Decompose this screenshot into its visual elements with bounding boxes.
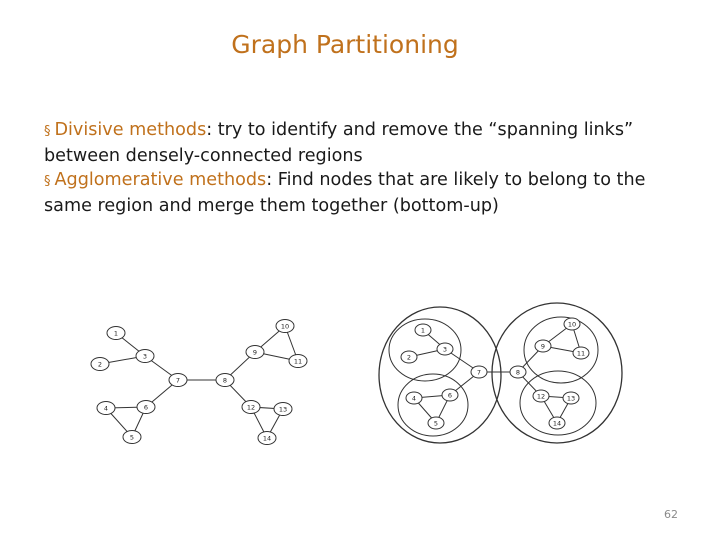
graph-node-12	[242, 401, 260, 414]
node-label: 6	[447, 391, 453, 400]
node-label: 8	[222, 376, 228, 385]
node-label: 3	[142, 352, 148, 361]
edge-group	[406, 324, 581, 423]
node-label: 6	[143, 403, 149, 412]
node-label: 12	[536, 392, 546, 401]
bullet-text: : try to identify and remove the “spanning links” between densely-connected regions	[44, 120, 634, 166]
graph-node-8	[510, 366, 526, 378]
node-label: 12	[246, 403, 256, 412]
slide-title: Graph Partitioning	[231, 30, 459, 59]
graph-node-11	[573, 347, 589, 359]
graph-node-12	[533, 390, 549, 402]
node-label: 5	[433, 419, 439, 428]
graph-node-6	[137, 401, 155, 414]
graph-node-10	[564, 318, 580, 330]
graph-node-9	[535, 340, 551, 352]
bullet-item-agglomerative	[44, 168, 684, 218]
node-label: 4	[103, 404, 109, 413]
page-number: 62	[664, 508, 678, 521]
graph-node-11	[289, 355, 307, 368]
node-label: 13	[278, 405, 288, 414]
graph-node-1	[107, 327, 125, 340]
node-label: 14	[552, 419, 562, 428]
graph-node-14	[549, 417, 565, 429]
bullet-marker: §	[44, 174, 51, 189]
partition-circles	[379, 303, 622, 443]
node-label: 10	[567, 320, 577, 329]
node-label: 9	[252, 348, 258, 357]
graph-node-8	[216, 374, 234, 387]
bullet-item-divisive	[44, 118, 684, 168]
node-label: 5	[129, 433, 135, 442]
graph-node-6	[442, 389, 458, 401]
graph-node-5	[428, 417, 444, 429]
graph-node-3	[437, 343, 453, 355]
node-label: 10	[280, 322, 290, 331]
bullet-text: : Find nodes that are likely to belong to the same region and merge them together (bottom-up)	[44, 170, 646, 216]
graph-node-7	[169, 374, 187, 387]
graph-node-9	[246, 346, 264, 359]
graph-node-10	[276, 320, 294, 333]
node-label: 14	[262, 434, 272, 443]
graph-node-4	[97, 402, 115, 415]
graph-node-7	[471, 366, 487, 378]
bullet-term: Agglomerative methods	[54, 170, 267, 190]
graph-node-13	[274, 403, 292, 416]
node-label: 7	[476, 368, 482, 377]
node-label: 2	[97, 360, 103, 369]
graph-diagram-partitioned	[378, 305, 648, 460]
node-label: 1	[113, 329, 119, 338]
node-label: 1	[420, 326, 426, 335]
graph-node-3	[136, 350, 154, 363]
edge-group	[97, 326, 298, 438]
graph-node-2	[401, 351, 417, 363]
node-label: 11	[576, 349, 586, 358]
node-label: 2	[406, 353, 412, 362]
node-label: 7	[175, 376, 181, 385]
node-label: 11	[293, 357, 303, 366]
graph-node-5	[123, 431, 141, 444]
graph-node-13	[563, 392, 579, 404]
graph-node-4	[406, 392, 422, 404]
bullet-marker: §	[44, 124, 51, 139]
graph-node-2	[91, 358, 109, 371]
node-group	[401, 318, 589, 429]
node-label: 9	[540, 342, 546, 351]
graph-node-1	[415, 324, 431, 336]
graph-node-14	[258, 432, 276, 445]
graph-diagram-plain	[80, 310, 320, 460]
bullet-term: Divisive methods	[54, 120, 207, 140]
node-label: 13	[566, 394, 576, 403]
bullet-list	[44, 118, 684, 218]
node-label: 3	[442, 345, 448, 354]
node-label: 8	[515, 368, 521, 377]
node-label: 4	[411, 394, 417, 403]
